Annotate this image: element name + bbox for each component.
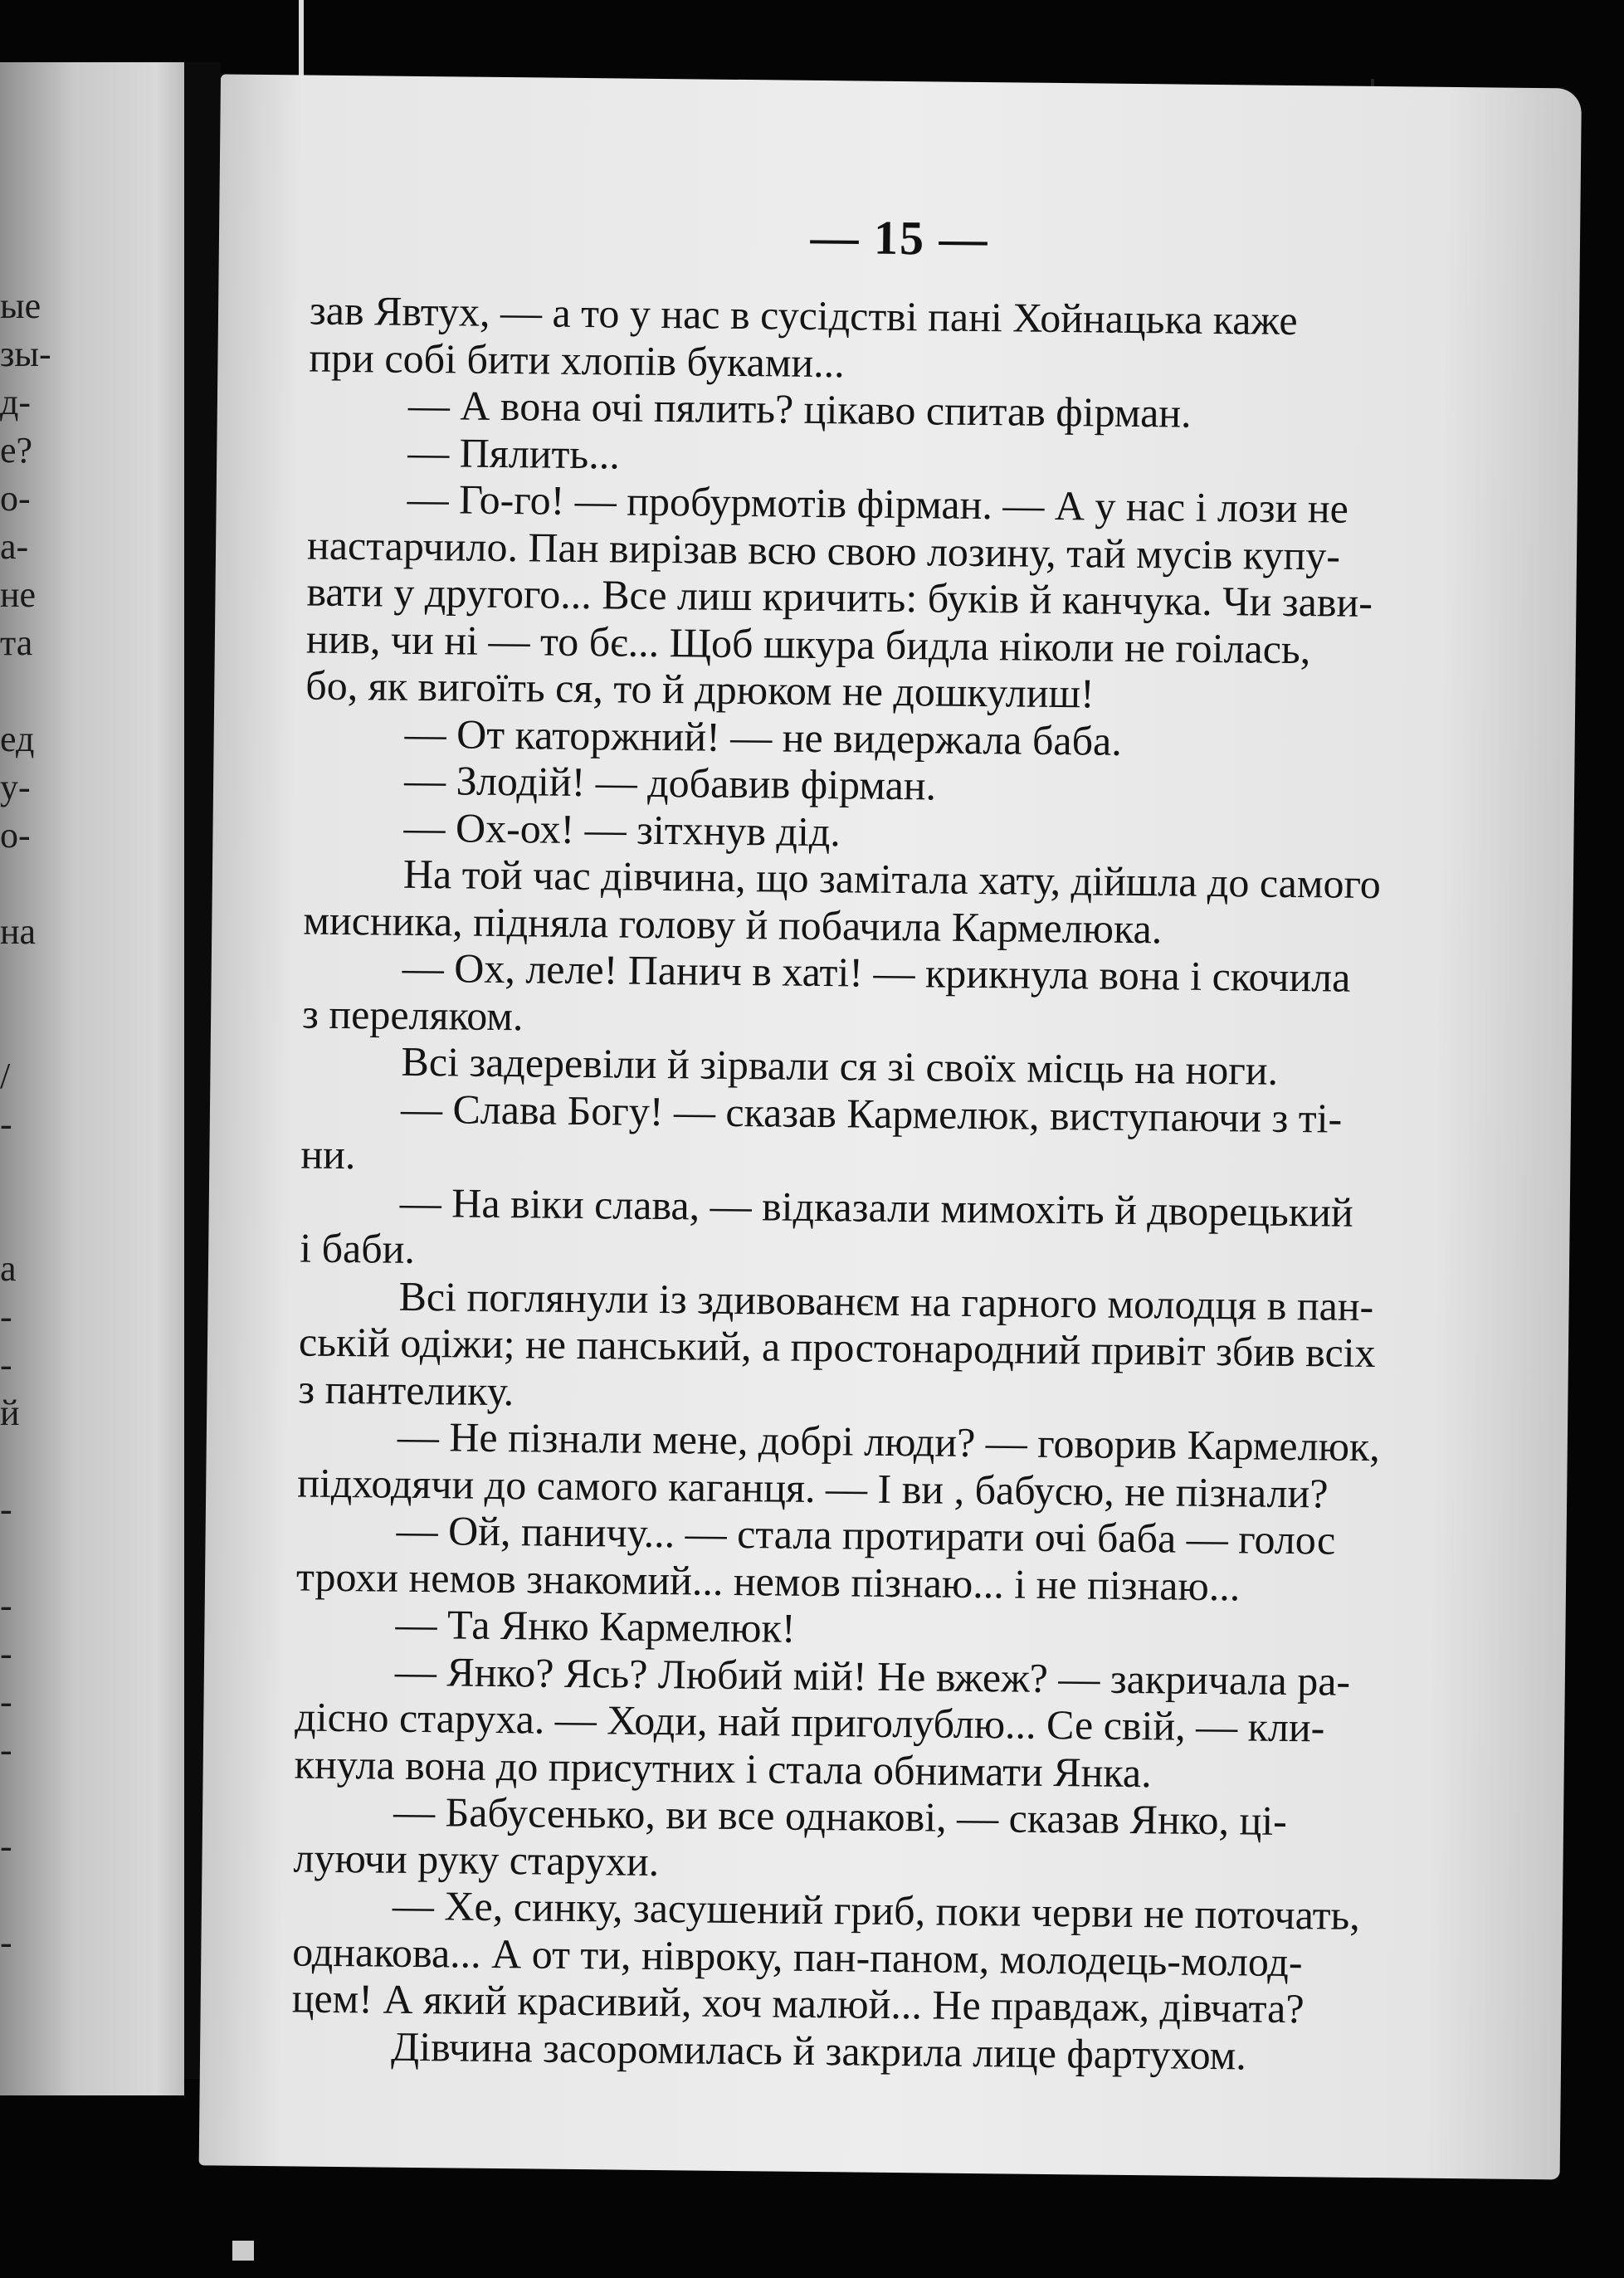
left-page-fragment: -	[0, 1296, 12, 1337]
left-page-fragment	[0, 860, 33, 908]
text-line: мисника, підняла голову й побачила Кармелюка.	[303, 896, 1163, 952]
text-line: ській одіжи; не панський, а простонародний привіт збив всіх	[298, 1318, 1376, 1377]
left-page-fragment: й	[0, 1393, 20, 1433]
text-line: при собі бити хлопів буками...	[309, 334, 845, 386]
text-line: — Злодій! — добавив фірман.	[403, 756, 937, 809]
left-page-fragment: зы-	[0, 334, 51, 374]
text-line: цем! А який красивий, хоч малюй... Не правдаж, дівчата?	[291, 1974, 1305, 2032]
text-line: однакова... А от ти, нівроку, пан-паном, молодець-молод-	[292, 1927, 1303, 1985]
text-line: трохи немов знакомий... немов пізнаю... і не пізнаю...	[295, 1552, 1241, 1609]
text-line: настарчило. Пан вирізав всю свою лозину, тай мусів купу-	[306, 521, 1341, 579]
text-line: вати у другого... Все лиш кричить: буків й канчука. Чи зави-	[306, 568, 1373, 626]
text-line: луючи руку старухи.	[293, 1833, 660, 1885]
left-page-fragment: -	[0, 1489, 12, 1529]
text-line: Всі поглянули із здивованєм на гарного молодця в пан-	[398, 1272, 1374, 1329]
text-line: з переляком.	[301, 990, 524, 1039]
left-page-fragments	[0, 282, 51, 1967]
left-page-fragment	[0, 1149, 33, 1197]
left-page-fragment: та	[0, 622, 33, 663]
left-page-fragment: не	[0, 574, 37, 615]
text-line: нив, чи ні — то бє... Щоб шкура бидла ніколи не гоілась,	[305, 615, 1311, 672]
text-line: — На віки слава, — відказали мимохіть й дворецький	[399, 1178, 1354, 1236]
left-page-fragment	[0, 667, 33, 715]
left-page-fragment	[0, 1437, 33, 1485]
left-page-fragment	[0, 956, 33, 1004]
text-line: — Пялить...	[407, 428, 621, 477]
page-number: — 15 —	[810, 209, 989, 266]
text-line: — Не пізнали мене, добрі люди? — говорив Кармелюк,	[397, 1412, 1381, 1471]
text-line: зав Явтух, — а то у нас в сусідстві пані Хойнацька каже	[309, 286, 1298, 344]
text-line: — Хе, синку, засушений гриб, поки черви не поточать,	[392, 1881, 1361, 1939]
left-page-fragment: д-	[0, 382, 32, 422]
left-page-fragment	[0, 1004, 33, 1052]
text-line: підходячи до самого каганця. — І ви , бабусю, не пізнали?	[296, 1458, 1329, 1516]
left-page-fragment	[0, 1534, 33, 1582]
text-line: — Ой, паничу... — стала протирати очі баба — голос	[396, 1506, 1336, 1563]
text-line: Дівчина засоромилась й закрила лице фартухом.	[390, 2022, 1247, 2078]
text-line: — Янко? Ясь? Любий мій! Не вжеж? — закричала ра-	[394, 1647, 1351, 1705]
left-page-fragment: а-	[0, 526, 29, 567]
left-page-fragment: -	[0, 1344, 12, 1385]
scan-mark-bottom	[232, 2241, 254, 2261]
left-page-fragment	[0, 1774, 33, 1822]
text-line: — Бабусенько, ви все однакові, — сказав Янко, ці-	[393, 1788, 1288, 1844]
left-page-fragment: о-	[0, 815, 31, 856]
text-line: — Слава Богу! — сказав Кармелюк, виступаючи з ті-	[400, 1085, 1343, 1142]
left-page-fragment: у-	[0, 767, 31, 807]
text-line: — От каторжний! — не видержала баба.	[404, 710, 1123, 764]
left-page-fragment	[0, 1871, 33, 1919]
left-page-fragment: -	[0, 1585, 12, 1626]
left-page-fragment: -	[0, 1681, 12, 1722]
text-line: бо, як вигоїть ся, то й дрюком не дошкулиш!	[305, 661, 1095, 717]
text-line: Всі задеревіли й зірвали ся зі своїх місць на ноги.	[401, 1037, 1279, 1094]
page-text	[291, 287, 1554, 2082]
left-page-fragment: -	[0, 1826, 12, 1866]
text-line: На той час дівчина, що замітала хату, дійшла до самого	[402, 850, 1382, 908]
left-page-fragment: на	[0, 911, 37, 952]
text-line: — Ох-ох! — зітхнув дід.	[403, 803, 841, 855]
left-page-fragment: е?	[0, 430, 33, 471]
left-page-fragment: ые	[0, 285, 41, 326]
left-page-fragment: /	[0, 1056, 11, 1096]
text-line: дісно старуха. — Ходи, най приголублю... Се свій, — кли-	[295, 1693, 1325, 1751]
text-line: — А вона очі пялить? цікаво спитав фірман.	[407, 381, 1192, 437]
left-page-fragment: -	[0, 1729, 12, 1770]
left-page-fragment: -	[0, 1922, 12, 1963]
text-line: — Ох, леле! Панич в хаті! — крикнула вона і скочила	[402, 944, 1351, 1001]
text-line: з пантелику.	[298, 1364, 515, 1414]
left-page-fragment: ед	[0, 719, 35, 759]
left-page-fragment: -	[0, 1104, 12, 1144]
left-page-fragment: о-	[0, 478, 31, 519]
left-page-fragment	[0, 1197, 33, 1245]
left-page-fragment: а	[0, 1248, 17, 1289]
text-line: ни.	[300, 1130, 356, 1178]
text-line: — Та Янко Кармелюк!	[395, 1600, 796, 1651]
book-page	[199, 74, 1582, 2179]
text-line: — Го-го! — пробурмотів фірман. — А у нас і лози не	[407, 475, 1349, 532]
left-page-fragment: -	[0, 1633, 12, 1674]
scan-mark-top	[299, 0, 304, 83]
text-line: і баби.	[299, 1224, 416, 1272]
text-line: кнула вона до присутних і стала обнимати Янка.	[294, 1739, 1152, 1796]
